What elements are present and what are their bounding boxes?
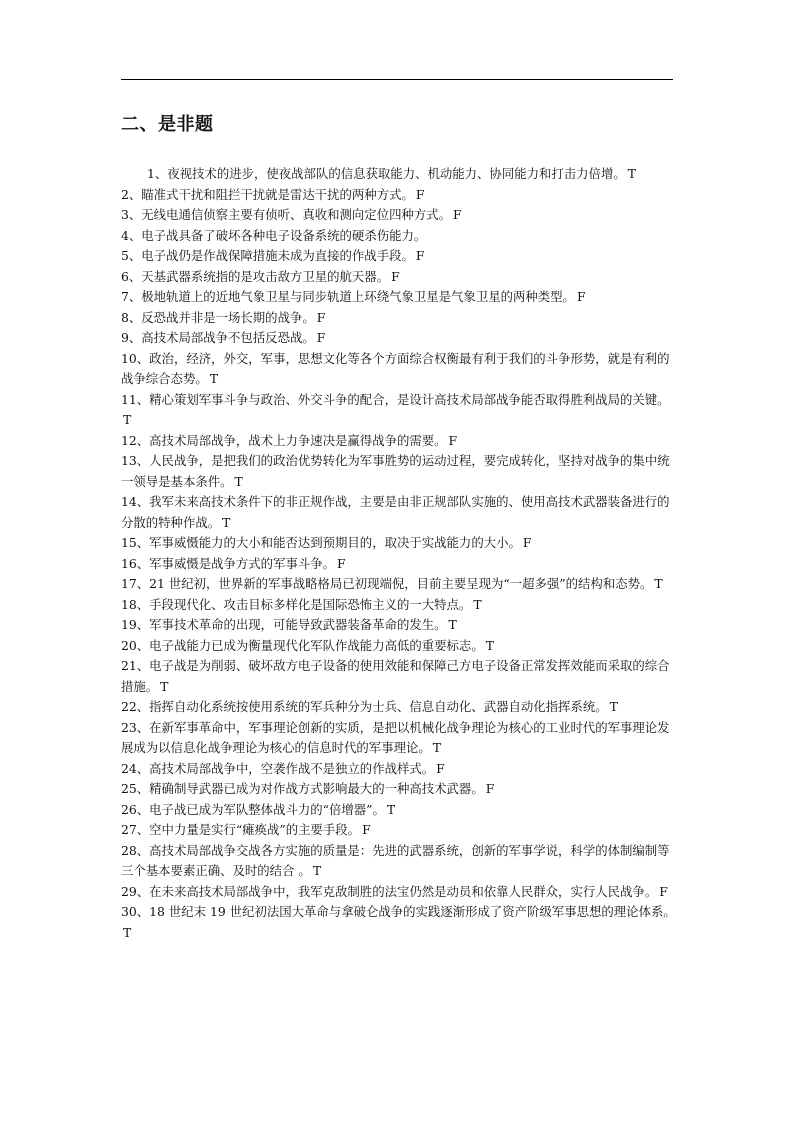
question-text: 10、政治，经济，外交，军事，思想文化等各个方面综合权衡最有利于我们的斗争形势，就是有利的战争综合态势。: [121, 350, 670, 386]
answer-mark: T: [609, 699, 618, 714]
question-text: 26、电子战已成为军队整体战斗力的“倍增器”。: [121, 801, 385, 817]
question-item: [121, 267, 677, 288]
question-item: [121, 226, 677, 247]
answer-mark: F: [485, 781, 495, 796]
answer-mark: T: [234, 473, 243, 489]
question-text: 14、我军未来高技术条件下的非正规作战，主要是由非正规部队实施的、使用高技术武器装备进行的分散的特种作战。: [121, 494, 670, 530]
question-item: [121, 390, 677, 431]
question-item: [121, 554, 677, 575]
question-text: 2、瞄准式干扰和阻拦干扰就是雷达干扰的两种方式。: [121, 186, 414, 202]
question-text: 9、高技术局部战争不包括反恐战。: [121, 330, 315, 345]
question-item: [121, 800, 677, 821]
question-item: [121, 779, 677, 800]
answer-mark: T: [312, 863, 322, 878]
question-item: [121, 349, 677, 390]
answer-mark: T: [123, 924, 132, 940]
question-item: [121, 533, 677, 554]
question-item: [121, 718, 677, 759]
question-text: 19、军事技术革命的出现，可能导致武器装备革命的发生。: [121, 617, 447, 632]
question-item: [121, 697, 677, 718]
question-text: 11、精心策划军事斗争与政治、外交斗争的配合，是设计高技术局部战争能否取得胜利战局的关键。: [121, 391, 670, 407]
section-title: 二、是非题: [121, 114, 214, 135]
question-text: 29、在未来高技术局部战争中，我军克敌制胜的法宝仍然是动员和依靠人民群众，实行人民战争。: [121, 883, 658, 899]
answer-mark: T: [123, 412, 132, 427]
answer-mark: T: [627, 166, 636, 181]
question-list: [121, 164, 677, 943]
answer-mark: F: [362, 822, 371, 837]
question-item: [121, 574, 677, 595]
header-rule: [121, 79, 673, 80]
question-item: [121, 615, 677, 636]
question-text: 18、手段现代化、攻击目标多样化是国际恐怖主义的一大特点。: [121, 596, 472, 612]
answer-mark: F: [316, 330, 326, 345]
answer-mark: F: [576, 289, 586, 304]
answer-mark: F: [337, 555, 346, 571]
question-item: [121, 820, 677, 841]
answer-mark: T: [654, 576, 663, 591]
question-text: 4、电子战具备了破坏各种电子设备系统的硬杀伤能力。: [121, 227, 427, 243]
question-item: [121, 205, 677, 226]
question-item: [121, 287, 677, 308]
question-text: 13、人民战争，是把我们的政治优势转化为军事胜势的运动过程，要完成转化，坚持对战争的集中统一领导是基本条件。: [121, 453, 670, 489]
question-text: 12、高技术局部战争，战术上力争速决是赢得战争的需要。: [121, 432, 447, 448]
question-item: [121, 451, 677, 492]
question-text: 15、军事威慑能力的大小和能否达到预期目的，取决于实战能力的大小。: [121, 535, 521, 550]
answer-mark: T: [222, 514, 231, 530]
question-item: [121, 841, 677, 882]
question-text: 20、电子战能力已成为衡量现代化军队作战能力高低的重要标志。: [121, 637, 484, 653]
answer-mark: T: [386, 801, 396, 817]
question-item: [121, 636, 677, 657]
answer-mark: T: [448, 617, 457, 632]
question-text: 28、高技术局部战争交战各方实施的质量是：先进的武器系统，创新的军事学说，科学的体制编制等三个基本要素正确、及时的结合 。: [121, 842, 670, 878]
answer-mark: T: [432, 740, 442, 755]
question-item: [121, 308, 677, 329]
answer-mark: F: [453, 207, 462, 222]
question-text: 5、电子战仍是作战保障措施未成为直接的作战手段。: [121, 248, 414, 263]
question-text: 25、精确制导武器已成为对作战方式影响最大的一种高技术武器。: [121, 781, 484, 796]
question-text: 8、反恐战并非是一场长期的战争。: [121, 309, 315, 325]
answer-mark: F: [316, 309, 326, 325]
answer-mark: F: [436, 760, 445, 776]
answer-mark: F: [522, 535, 532, 550]
question-text: 23、在新军事革命中，军事理论创新的实质，是把以机械化战争理论为核心的工业时代的军事理论发展成为以信息化战争理论为核心的信息时代的军事理论。: [121, 719, 670, 755]
question-item: [121, 595, 677, 616]
answer-mark: F: [415, 186, 425, 202]
answer-mark: T: [485, 637, 494, 653]
question-text: 24、高技术局部战争中，空袭作战不是独立的作战样式。: [121, 760, 435, 776]
question-text: 27、空中力量是实行“瘫痪战”的主要手段。: [121, 822, 361, 837]
question-text: 1、夜视技术的进步，使夜战部队的信息获取能力、机动能力、协同能力和打击力倍增。: [147, 166, 626, 181]
answer-mark: F: [415, 248, 425, 263]
question-item: [121, 759, 677, 780]
question-text: 7、极地轨道上的近地气象卫星与同步轨道上环绕气象卫星是气象卫星的两种类型。: [121, 289, 575, 304]
question-item: [121, 882, 677, 903]
answer-mark: T: [160, 678, 169, 694]
question-item: [121, 492, 677, 533]
question-item: [121, 246, 677, 267]
question-text: 30、18 世纪末 19 世纪初法国大革命与拿破仑战争的实践逐渐形成了资产阶级军事思想的理论体系。: [121, 904, 676, 919]
answer-mark: T: [473, 596, 482, 612]
answer-mark: T: [209, 371, 218, 386]
question-text: 17、21 世纪初，世界新的军事战略格局已初现端倪，目前主要呈现为“一超多强”的结构和态势。: [121, 576, 653, 591]
answer-mark: F: [448, 432, 458, 448]
question-item: [121, 185, 677, 206]
question-text: 3、无线电通信侦察主要有侦听、真收和测向定位四种方式。: [121, 207, 452, 222]
question-item: [121, 328, 677, 349]
question-item: [121, 656, 677, 697]
question-item: [121, 431, 677, 452]
question-text: 22、指挥自动化系统按使用系统的军兵种分为士兵、信息自动化、武器自动化指挥系统。: [121, 699, 608, 714]
answer-mark: F: [391, 268, 400, 284]
question-text: 6、天基武器系统指的是攻击敌方卫星的航天器。: [121, 268, 390, 284]
answer-mark: F: [659, 883, 668, 899]
question-text: 21、电子战是为削弱、破坏敌方电子设备的使用效能和保障己方电子设备正常发挥效能而采取的综合措施。: [121, 658, 670, 694]
question-item: [121, 164, 677, 185]
question-item: [121, 902, 677, 943]
question-text: 16、军事威慑是战争方式的军事斗争。: [121, 555, 336, 571]
